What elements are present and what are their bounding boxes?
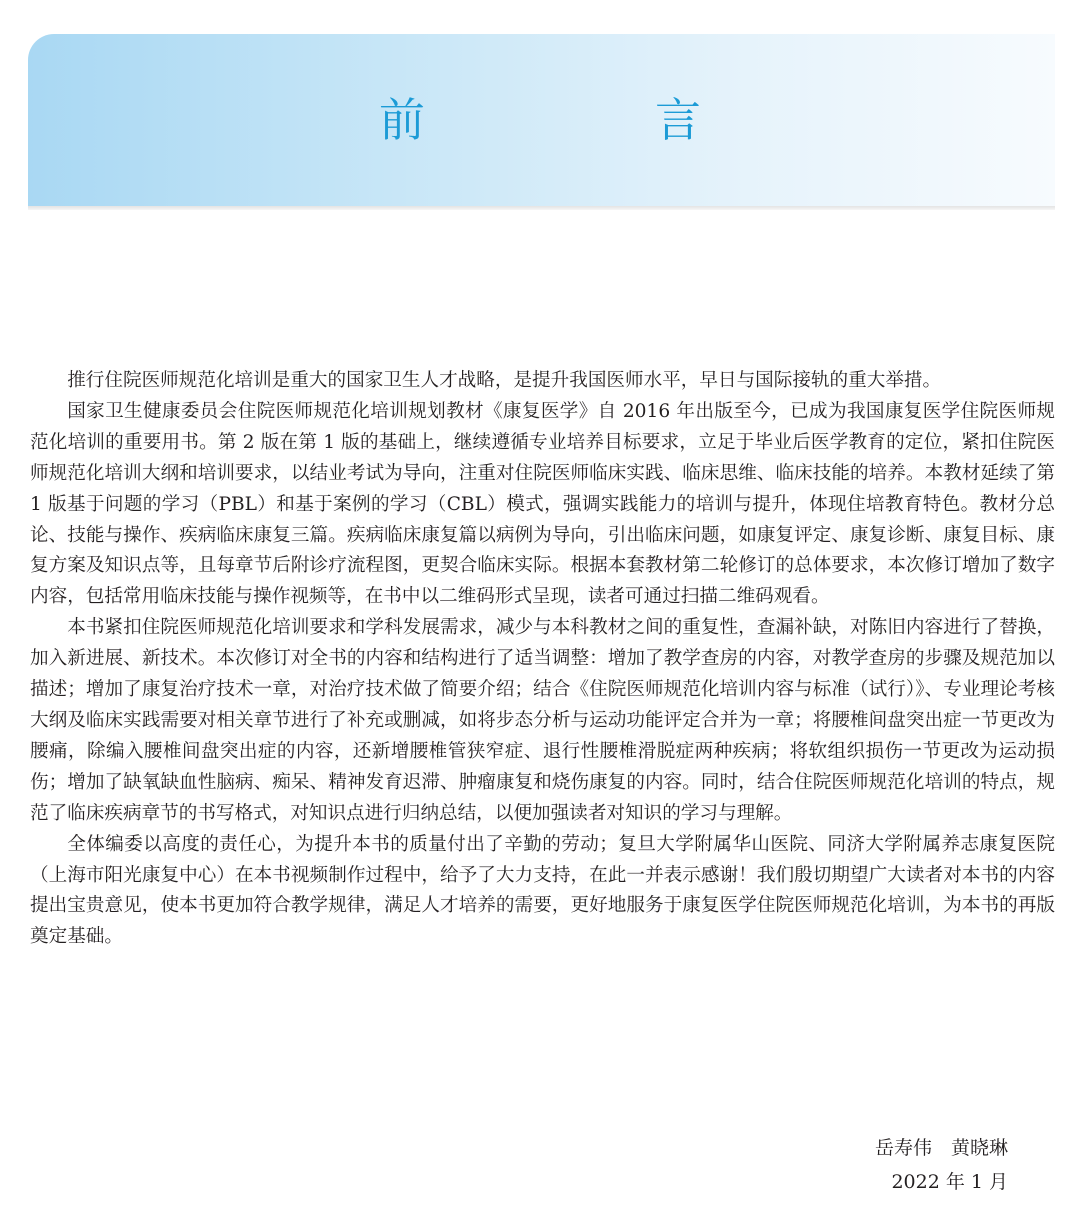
page-title: 前 言: [379, 93, 793, 147]
signature-block: [875, 1132, 1008, 1198]
paragraph: 本书紧扣住院医师规范化培训要求和学科发展需求，减少与本科教材之间的重复性，查漏补缺，对陈旧内容进行了替换，加入新进展、新技术。本次修订对全书的内容和结构进行了适当调整：增加了教学查房的内容，对教学查房的步骤及规范加以描述；增加了康复治疗技术一章，对治疗技术做了简要介绍；结合《住院医师规范化培训内容与标准（试行）》、专业理论考核大纲及临床实践需要对相关章节进行了补充或删减，如将步态分析与运动功能评定合并为一章；将腰椎间盘突出症一节更改为腰痛，除编入腰椎间盘突出症的内容，还新增腰椎管狭窄症、退行性腰椎滑脱症两种疾病；将软组织损伤一节更改为运动损伤；增加了缺氧缺血性脑病、痴呆、精神发育迟滞、肿瘤康复和烧伤康复的内容。同时，结合住院医师规范化培训的特点，规范了临床疾病章节的书写格式，对知识点进行归纳总结，以便加强读者对知识的学习与理解。: [30, 617, 1055, 824]
paragraph: 推行住院医师规范化培训是重大的国家卫生人才战略，是提升我国医师水平，早日与国际接轨的重大举措。: [67, 370, 942, 391]
paragraph: 国家卫生健康委员会住院医师规范化培训规划教材《康复医学》自 2016 年出版至今，已成为我国康复医学住院医师规范化培训的重要用书。第 2 版在第 1 版的基础上，继续遵循专业培养目标要求，立足于毕业后医学教育的定位，紧扣住院医师规范化培训大纲和培训要求，以结业考试为导向，注重对住院医师临床实践、临床思维、临床技能的培养。本教材延续了第 1 版基于问题的学习（PBL）和基于案例的学习（CBL）模式，强调实践能力的培训与提升，体现住培教育特色。教材分总论、技能与操作、疾病临床康复三篇。疾病临床康复篇以病例为导向，引出临床问题，如康复评定、康复诊断、康复目标、康复方案及知识点等，且每章节后附诊疗流程图，更契合临床实际。根据本套教材第二轮修订的总体要求，本次修订增加了数字内容，包括常用临床技能与操作视频等，在书中以二维码形式呈现，读者可通过扫描二维码观看。: [30, 400, 1055, 608]
preface-body: [30, 366, 1055, 953]
author-names: 岳寿伟 黄晓琳: [874, 1137, 1008, 1159]
signature-date: 2022 年 1 月: [891, 1171, 1008, 1193]
paragraph: 全体编委以高度的责任心，为提升本书的质量付出了辛勤的劳动；复旦大学附属华山医院、同济大学附属养志康复医院（上海市阳光康复中心）在本书视频制作过程中，给予了大力支持，在此一并表示感谢！我们殷切期望广大读者对本书的内容提出宝贵意见，使本书更加符合教学规律，满足人才培养的需要，更好地服务于康复医学住院医师规范化培训，为本书的再版奠定基础。: [30, 833, 1055, 948]
